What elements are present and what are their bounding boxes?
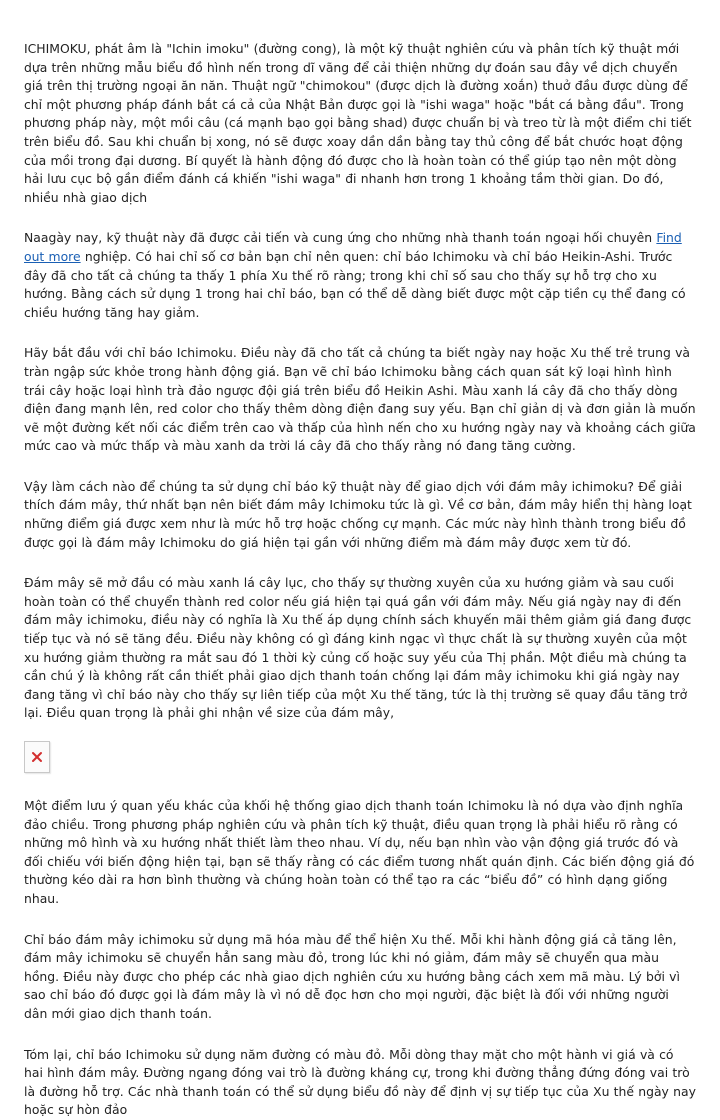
broken-image-placeholder [24, 741, 50, 773]
broken-image-icon [30, 750, 44, 764]
paragraph-intro: ICHIMOKU, phát âm là "Ichin imoku" (đường cong), là một kỹ thuật nghiên cứu và phân tích kỹ thuật mới dựa trên những mẫu biểu đồ hình nến trong dĩ vãng để cải thiện những dự đoán sau đây về dịch chuyển giá trên thị trường ngoại ăn năn. Thuật ngữ "chimokou" (được dịch là đường xoắn) thuở đầu được dùng để chỉ một phương pháp đánh bắt cá cả của Nhật Bản được gọi là "ishi waga" hoặc "bắt cá bằng đầu". Trong phương pháp này, một mồi câu (cá mạnh bạo gọi bằng shad) được chuẩn bị và treo từ là một điểm chi tiết trên biểu đồ. Sau khi chuẩn bị xong, nó sẽ được xoay dần dần bằng tay thủ công để bắt chước hoạt động của mồi trong đại dương. Bí quyết là hành động đó được cho là hoàn toàn có thể giúp tạo nên một dòng hải lưu cục bộ gần điểm đánh cá khiến "ishi waga" đi nhanh hơn trong 1 khoảng tầm thời gian. Do đó, nhiều nhà giao dịch [24, 41, 692, 205]
paragraph-reversal-concept: Một điểm lưu ý quan yếu khác của khối hệ thống giao dịch thanh toán Ichimoku là nó dựa vào định nghĩa đảo chiều. Trong phương pháp nghiên cứu và phân tích kỹ thuật, điều quan trọng là phải hiểu rõ rằng có những mô hình và xu hướng nhất thiết làm theo nhau. Ví dụ, nếu bạn nhìn vào vận động giá trước đó và đối chiếu với biến động hiện tại, bạn sẽ thấy rằng có các điểm tương nhất quán định. Các biến động giá đó thường kéo dài ra hơn bình thường và chúng hoàn toàn có thể tạo ra các “biểu đồ” có hình dạng giống nhau. [24, 798, 695, 906]
paragraph-color-coding: Chỉ báo đám mây ichimoku sử dụng mã hóa màu để thể hiện Xu thế. Mỗi khi hành động giá cả tăng lên, đám mây ichimoku sẽ chuyển hẳn sang màu đỏ, trong lúc khi nó giảm, đám mây sẽ chuyển qua màu hồng. Điều này được cho phép các nhà giao dịch nghiên cứu xu hướng bằng cách xem mã màu. Lý bởi vì sao chỉ báo đó được gọi là đám mây là vì nó dễ đọc hơn cho mọi người, đặc biệt là đối với những người dân mới giao dịch thanh toán. [24, 931, 680, 1021]
paragraph-nowadays-text-start: Naagày nay, kỹ thuật này đã được cải tiến và cung ứng cho những nhà thanh toán ngoại hối chuyên [24, 230, 657, 246]
paragraph-nowadays-text-end: nghiệp. Có hai chỉ số cơ bản bạn chỉ nên quen: chỉ báo Ichimoku và chỉ báo Heikin-Ashi. Trước đây đã cho tất cả chúng ta thấy 1 phía Xu thế rõ ràng; trong khi chỉ số sau cho thấy sự hỗ trợ cho xu hướng. Bằng cách sử dụng 1 trong hai chỉ báo, bạn có thể dễ dàng biết được một cặp tiền cụ thể đang có chiều hướng tăng hay giảm. [24, 248, 686, 320]
paragraph-nowadays [24, 229, 696, 322]
article-body [24, 40, 696, 1120]
paragraph-how-to-trade-cloud: Vậy làm cách nào để chúng ta sử dụng chỉ báo kỹ thuật này để giao dịch với đám mây ichimoku? Để giải thích đám mây, thứ nhất bạn nên biết đám mây Ichimoku tức là gì. Về cơ bản, đám mây hiển thị hàng loạt những điểm giá được xem như là mức hỗ trợ hoặc chống cự mạnh. Các mức này hình thành trong biểu đồ được gọi là đám mây Ichimoku do giá hiện tại gần với những điểm mà đám mây được xem từ đó. [24, 478, 692, 550]
find-out-more-link[interactable]: Find out more [24, 230, 682, 264]
paragraph-start-with-ichimoku: Hãy bắt đầu với chỉ báo Ichimoku. Điều này đã cho tất cả chúng ta biết ngày nay hoặc Xu thế trẻ trung và tràn ngập sức khỏe trong hành động giá. Bạn vẽ chỉ báo Ichimoku bằng cách quan sát kỹ loại hình hình trái cây hoặc loại hình trà đảo ngược đội giá trên biểu đồ Heikin Ashi. Màu xanh lá cây đã cho thấy dòng điện đang mạnh lên, red color cho thấy thêm dòng điện đang suy yếu. Bạn chỉ giản dị và đơn giản là muốn vẽ một đường kết nối các điểm trên cao và thấp của hình nến cho xu hướng ngày nay và khoảng cách giữa mức cao và mức thấp và màu xanh da trời lá cây đã cho thấy rằng nó đang tăng cường. [24, 345, 696, 454]
paragraph-summary: Tóm lại, chỉ báo Ichimoku sử dụng năm đường có màu đỏ. Mỗi dòng thay mặt cho một hành vi giá và có hai hình đám mây. Đường ngang đóng vai trò là đường kháng cự, trong khi đường thẳng đứng đóng vai trò là đường hỗ trợ. Các nhà thanh toán có thể sử dụng biểu đồ này để định vị sự tiếp tục của Xu thế ngày nay hoặc sự hòn đảo [24, 1046, 696, 1118]
paragraph-cloud-colors: Đám mây sẽ mở đầu có màu xanh lá cây lục, cho thấy sự thường xuyên của xu hướng giảm và sau cuối hoàn toàn có thể chuyển thành red color nếu giá hiện tại quá gần với đám mây. Nếu giá ngày nay đi đến đám mây ichimoku, điều này có nghĩa là Xu thế áp dụng chính sách khuyến mãi thêm giảm giá đang được tiếp tục và nó sẽ tăng đều. Điều này không có gì đáng kinh ngạc vì thực chất là sự thường xuyên của một xu hướng giảm thường ra mắt sau đó 1 thời kỳ củng cố hoặc suy yếu của Thị phần. Một điều mà chúng ta cần chú ý là không rất cần thiết phải giao dịch thanh toán chống lại đám mây ichimoku khi giá ngày nay đang tăng vì chỉ báo này cho thấy sự liên tiếp của một Xu thế tăng, tức là thị trường sẽ quay đầu tăng trở lại. Điều quan trọng là phải ghi nhận về size của đám mây, [24, 575, 692, 721]
